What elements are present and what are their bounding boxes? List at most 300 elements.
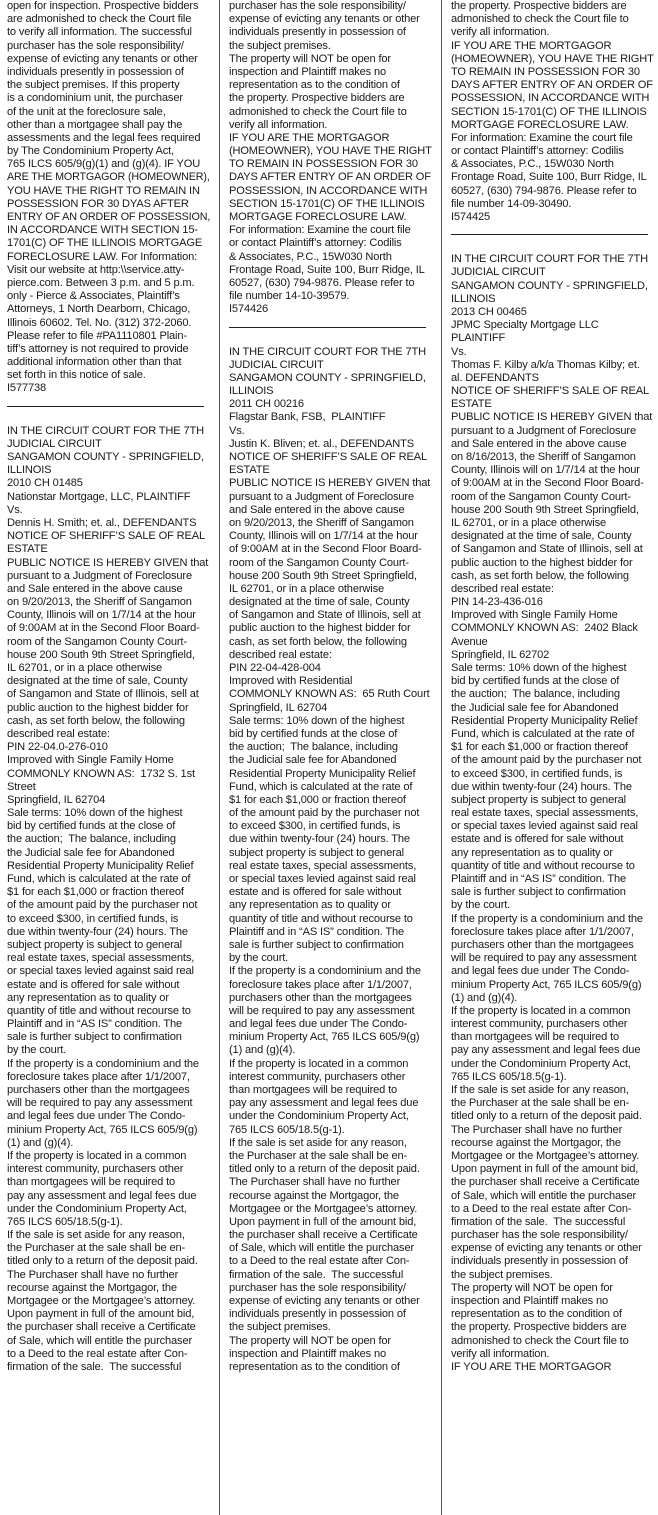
notice-line: cash, as set forth below, the following: [229, 635, 407, 648]
notice-line: subject property is subject to general: [7, 938, 182, 951]
notice-line: room of the Sangamon County Court-: [7, 635, 187, 648]
notice-line: to exceed $300, in certified funds, is: [229, 820, 401, 833]
notice-line: 765 ILCS 605/18.5(g-1).: [229, 1123, 345, 1136]
notice-line: IN THE CIRCUIT COURT FOR THE 7TH: [229, 345, 426, 358]
notice-line: PUBLIC NOTICE IS HEREBY GIVEN that: [451, 411, 653, 424]
notice-line: I577738: [7, 382, 47, 395]
notice-line: expense of evicting any tenants or other: [451, 1242, 642, 1255]
column-divider: [441, 0, 442, 1515]
column-1: [7, 0, 210, 1515]
notice-line: admonished to check the Court file to: [451, 13, 629, 26]
notice-line: If the sale is set aside for any reason,: [451, 1084, 629, 1096]
notice-line: the Judicial sale fee for Abandoned: [451, 701, 619, 714]
notice-line: Sale terms: 10% down of the highest: [229, 714, 405, 727]
notice-line: The property will NOT be open for: [451, 1281, 613, 1294]
notice-line: verify all information.: [451, 26, 550, 39]
notice-line: recourse against the Mortgagor, the: [451, 1136, 621, 1149]
notice-line: interest community, purchasers other: [229, 1070, 406, 1083]
notice-line: or special taxes levied against said real: [7, 965, 194, 978]
notice-line: Improved with Single Family Home: [7, 754, 174, 767]
notice-line: If the sale is set aside for any reason,: [229, 1136, 407, 1149]
notice-line: IF YOU ARE THE MORTGAGOR: [451, 1360, 612, 1373]
notice-line: Visit our website at http:\\service.atty-: [7, 263, 185, 276]
notice-line: Mortgagee or the Mortgagee’s attorney.: [451, 1149, 640, 1162]
notice-line: SANGAMON COUNTY - SPRINGFIELD,: [451, 279, 648, 292]
notice-line: POSSESSION, IN ACCORDANCE WITH: [451, 92, 650, 105]
notice-line: of the amount paid by the purchaser not: [7, 899, 198, 912]
notice-line: The Purchaser shall have no further: [451, 1123, 623, 1136]
notice-line: Improved with Single Family Home: [451, 609, 618, 622]
notice-line: public auction to the highest bidder for: [229, 622, 411, 635]
notice-separator: [7, 406, 204, 407]
notice-line: TO REMAIN IN POSSESSION FOR 30: [229, 158, 418, 171]
notice-line: interest community, purchasers other: [451, 1018, 628, 1031]
notice-line: are admonished to check the Court file: [7, 13, 192, 26]
notice-line: the Judicial sale fee for Abandoned: [7, 846, 175, 859]
notice-line: expense of evicting any tenants or other: [7, 52, 198, 65]
notice-line: ILLINOIS: [7, 464, 52, 477]
notice-line: on 8/16/2013, the Sheriff of Sangamon: [451, 451, 636, 463]
notice-line: IF YOU ARE THE MORTGAGOR: [451, 39, 612, 52]
notice-line: titled only to a return of the deposit paid.: [229, 1163, 420, 1176]
notice-line: Vs.: [451, 345, 467, 358]
notice-line: room of the Sangamon County Court-: [451, 490, 631, 503]
notice-line: of the unit at the foreclosure sale,: [7, 105, 166, 118]
notice-line: JPMC Specialty Mortgage LLC: [451, 319, 599, 332]
notice-line: of Sale, which will entitle the purchaser: [229, 1242, 415, 1255]
notice-line: sale is further subject to confirmation: [451, 886, 626, 899]
notice-line: ENTRY OF AN ORDER OF POSSESSION,: [7, 211, 210, 223]
notice-line: the property. Prospective bidders are: [229, 92, 405, 105]
notice-line: COMMONLY KNOWN AS: 1732 S. 1st: [7, 767, 195, 780]
notice-line: quantity of title and without recourse to: [451, 859, 635, 872]
notice-line: 2010 CH 01485: [7, 477, 83, 490]
notice-line: inspection and Plaintiff makes no: [229, 1347, 387, 1360]
notice-line: the purchaser shall receive a Certificate: [229, 1229, 418, 1242]
notice-line: 60527, (630) 794-9876. Please refer to: [229, 276, 415, 289]
notice-line: Sale terms: 10% down of the highest: [451, 662, 627, 674]
notice-line: of Sangamon and State of Illinois, sell at: [451, 543, 643, 556]
notice-line: NOTICE OF SHERIFF’S SALE OF REAL: [451, 385, 650, 398]
notice-line: Frontage Road, Suite 100, Burr Ridge, IL: [451, 171, 647, 184]
notice-line: will be required to pay any assessment: [451, 952, 637, 965]
notice-line: any representation as to quality or: [229, 899, 391, 912]
notice-line: foreclosure takes place after 1/1/2007,: [451, 925, 634, 938]
notice-line: other than a mortgagee shall pay the: [7, 118, 183, 131]
notice-line: quantity of title and without recourse to: [229, 912, 413, 925]
column-3: [451, 0, 654, 1515]
notice-line: any representation as to quality or: [7, 991, 169, 1004]
legal-notice: [451, 253, 654, 1374]
notice-line: POSSESSION, IN ACCORDANCE WITH: [229, 184, 428, 197]
notice-line: PIN 22-04.0-276-010: [7, 741, 108, 754]
notice-line: real estate taxes, special assessments,: [229, 859, 417, 872]
notice-line: Fund, which is calculated at the rate of: [229, 780, 413, 793]
notice-line: COMMONLY KNOWN AS: 65 Ruth Court: [229, 688, 430, 701]
notice-line: subject property is subject to general: [451, 793, 626, 806]
notice-line: or special taxes levied against said real: [451, 820, 638, 833]
notice-line: on 9/20/2013, the Sheriff of Sangamon: [7, 596, 192, 609]
notice-line: estate and is offered for sale without: [451, 833, 624, 846]
notice-line: the auction; The balance, including: [7, 833, 176, 846]
notice-line: is a condominium unit, the purchaser: [7, 92, 183, 105]
notice-line: IL 62701, or in a place otherwise: [229, 582, 384, 595]
notice-line: of 9:00AM at in the Second Floor Board-: [229, 543, 422, 556]
notice-line: 1701(C) OF THE ILLINOIS MORTGAGE: [7, 237, 203, 250]
notice-line: Residential Property Municipality Relief: [7, 859, 194, 872]
notice-line: POSSESSION FOR 30 DYAS AFTER: [7, 197, 189, 210]
notice-line: under the Condominium Property Act,: [7, 1202, 187, 1215]
notice-line: and legal fees due under The Condo-: [7, 1110, 186, 1123]
notice-line: IF YOU ARE THE MORTGAGOR: [229, 131, 390, 144]
notice-line: The Purchaser shall have no further: [7, 1268, 179, 1281]
notice-line: The Purchaser shall have no further: [229, 1176, 401, 1189]
notice-line: assessments and the legal fees required: [7, 131, 201, 144]
notice-line: the Purchaser at the sale shall be en-: [7, 1242, 186, 1255]
notice-line: YOU HAVE THE RIGHT TO REMAIN IN: [7, 184, 200, 197]
notice-line: IN THE CIRCUIT COURT FOR THE 7TH: [451, 253, 648, 266]
notice-line: pay any assessment and legal fees due: [451, 1044, 641, 1057]
notice-line: recourse against the Mortgagor, the: [229, 1189, 399, 1202]
notice-line: If the property is located in a common: [229, 1057, 409, 1070]
notice-line: foreclosure takes place after 1/1/2007,: [7, 1070, 190, 1083]
notice-line: (HOMEOWNER), YOU HAVE THE RIGHT: [451, 52, 654, 65]
notice-line: Avenue: [451, 635, 488, 648]
notice-separator: [451, 234, 648, 235]
notice-line: to a Deed to the real estate after Con-: [451, 1202, 632, 1215]
notice-line: Nationstar Mortgage, LLC, PLAINTIFF: [7, 490, 191, 503]
notice-line: Plaintiff and in “AS IS” condition. The: [451, 873, 627, 885]
notice-line: purchaser has the sole responsibility/: [7, 39, 184, 52]
notice-line: $1 for each $1,000 or fraction thereof: [451, 741, 628, 754]
notice-line: sale is further subject to confirmation: [229, 938, 404, 951]
legal-notice: [451, 0, 654, 224]
notice-line: of the amount paid by the purchaser not: [451, 754, 642, 767]
notice-line: described real estate:: [229, 648, 332, 661]
notice-line: due within twenty-four (24) hours. The: [7, 925, 188, 938]
notice-line: of Sale, which will entitle the purchaser: [451, 1189, 637, 1202]
notice-line: Springfield, IL 62704: [7, 793, 106, 806]
notice-line: (1) and (g)(4).: [7, 1136, 74, 1149]
notice-line: and Sale entered in the above cause: [229, 503, 405, 516]
notice-line: DAYS AFTER ENTRY OF AN ORDER OF: [229, 171, 431, 184]
notice-line: pierce.com. Between 3 p.m. and 5 p.m.: [7, 276, 195, 289]
notice-line: al. DEFENDANTS: [451, 371, 539, 384]
notice-line: Vs.: [229, 424, 245, 437]
notice-line: If the sale is set aside for any reason,: [7, 1229, 185, 1242]
notice-line: or special taxes levied against said real: [229, 873, 416, 885]
legal-notice: [229, 0, 432, 317]
notice-line: room of the Sangamon County Court-: [229, 556, 409, 569]
notice-line: the auction; The balance, including: [451, 688, 620, 701]
notice-line: PIN 22-04-428-004: [229, 662, 321, 674]
notice-line: bid by certified funds at the close of: [229, 727, 398, 740]
notice-line: the purchaser shall receive a Certificate: [7, 1321, 196, 1334]
legal-notice: [7, 425, 210, 1375]
notice-line: IL 62701, or in a place otherwise: [451, 516, 606, 529]
notice-line: purchasers other than the mortgagees: [7, 1084, 190, 1096]
notice-line: I574425: [451, 211, 491, 223]
notice-line: on 9/20/2013, the Sheriff of Sangamon: [229, 516, 414, 529]
notice-line: Residential Property Municipality Relief: [229, 767, 416, 780]
notice-line: Springfield, IL 62702: [451, 648, 550, 661]
notice-line: pursuant to a Judgment of Foreclosure: [451, 424, 636, 437]
notice-line: Thomas F. Kilby a/k/a Thomas Kilby; et.: [451, 358, 640, 371]
notice-separator: [229, 327, 426, 328]
notice-line: minium Property Act, 765 ILCS 605/9(g): [7, 1123, 198, 1136]
notice-line: pay any assessment and legal fees due: [229, 1097, 419, 1110]
notice-line: Springfield, IL 62704: [229, 701, 328, 714]
notice-line: inspection and Plaintiff makes no: [229, 65, 387, 78]
notice-line: will be required to pay any assessment: [229, 1004, 415, 1017]
notice-line: expense of evicting any tenants or other: [229, 13, 420, 26]
notice-line: pursuant to a Judgment of Foreclosure: [7, 569, 192, 582]
notice-line: designated at the time of sale, County: [229, 596, 410, 609]
notice-line: the Purchaser at the sale shall be en-: [229, 1149, 408, 1162]
notice-line: by the court.: [451, 899, 511, 912]
notice-line: IN ACCORDANCE WITH SECTION 15-: [7, 224, 198, 237]
notice-line: of the amount paid by the purchaser not: [229, 807, 420, 820]
notice-line: interest community, purchasers other: [7, 1163, 184, 1176]
notice-line: JUDICIAL CIRCUIT: [229, 358, 324, 371]
notice-line: the subject premises. If this property: [7, 79, 180, 92]
notice-line: and Sale entered in the above cause: [7, 582, 183, 595]
notice-line: firmation of the sale. The successful: [229, 1268, 404, 1281]
notice-line: tiff’s attorney is not required to provide: [7, 342, 189, 355]
notice-line: firmation of the sale. The successful: [451, 1215, 626, 1228]
notice-line: (1) and (g)(4).: [229, 1044, 296, 1057]
notice-line: bid by certified funds at the close of: [451, 675, 620, 688]
notice-line: NOTICE OF SHERIFF’S SALE OF REAL: [229, 451, 428, 463]
legal-notice: [7, 0, 210, 396]
notice-line: the property. Prospective bidders are: [451, 0, 627, 12]
notice-line: the subject premises.: [229, 1321, 331, 1334]
notice-line: verify all information.: [229, 118, 328, 131]
notice-line: Plaintiff and in “AS IS” condition. The: [229, 925, 405, 938]
notice-line: ILLINOIS: [229, 385, 274, 398]
notice-line: PUBLIC NOTICE IS HEREBY GIVEN that: [229, 477, 431, 490]
notice-line: the Purchaser at the sale shall be en-: [451, 1097, 630, 1110]
notice-line: Frontage Road, Suite 100, Burr Ridge, IL: [229, 263, 425, 276]
notice-line: estate and is offered for sale without: [229, 886, 402, 899]
notice-line: purchaser has the sole responsibility/: [229, 1281, 406, 1294]
notice-line: the subject premises.: [229, 39, 331, 52]
notice-line: pursuant to a Judgment of Foreclosure: [229, 490, 414, 503]
notice-line: the purchaser shall receive a Certificate: [451, 1176, 640, 1189]
notice-line: by The Condominium Property Act,: [7, 145, 175, 158]
notice-line: Upon payment in full of the amount bid,: [229, 1215, 417, 1228]
notice-line: FORECLOSURE LAW. For Information:: [7, 250, 198, 263]
notice-line: expense of evicting any tenants or other: [229, 1295, 420, 1307]
notice-line: cash, as set forth below, the following: [451, 569, 629, 582]
notice-line: Attorneys, 1 North Dearborn, Chicago,: [7, 303, 191, 316]
notice-line: Improved with Residential: [229, 675, 353, 688]
notice-line: Flagstar Bank, FSB, PLAINTIFF: [229, 411, 386, 424]
notice-line: Upon payment in full of the amount bid,: [7, 1308, 195, 1321]
notice-line: ILLINOIS: [451, 292, 496, 305]
notice-line: than mortgagees will be required to: [229, 1084, 398, 1096]
notice-line: If the property is a condominium and the: [229, 965, 421, 978]
notice-line: 765 ILCS 605/18.5(g-1).: [7, 1215, 123, 1228]
notice-line: I574426: [229, 303, 269, 316]
notice-line: COMMONLY KNOWN AS: 2402 Black: [451, 622, 638, 635]
notice-line: representation as to the condition of: [451, 1308, 622, 1321]
notice-line: MORTGAGE FORECLOSURE LAW.: [229, 211, 407, 223]
notice-line: Fund, which is calculated at the rate of: [7, 873, 191, 885]
notice-line: individuals presently in possession of: [451, 1255, 628, 1268]
notice-line: Fund, which is calculated at the rate of: [451, 727, 635, 740]
notice-line: Justin K. Bliven; et. al., DEFENDANTS: [229, 437, 414, 450]
notice-line: due within twenty-four (24) hours. The: [229, 833, 410, 846]
notice-line: will be required to pay any assessment: [7, 1097, 193, 1110]
notice-line: under the Condominium Property Act,: [229, 1110, 409, 1123]
notice-line: house 200 South 9th Street Springfield,: [451, 503, 639, 516]
notice-line: (1) and (g)(4).: [451, 991, 518, 1004]
notice-line: ESTATE: [7, 543, 48, 556]
notice-line: only - Pierce & Associates, Plaintiff’s: [7, 290, 180, 303]
notice-line: Illinois 60602. Tel. No. (312) 372-2060.: [7, 316, 192, 329]
notice-line: JUDICIAL CIRCUIT: [451, 266, 546, 279]
notice-line: to a Deed to the real estate after Con-: [229, 1255, 410, 1268]
notice-line: & Associates, P.C., 15W030 North: [229, 250, 392, 263]
notice-line: titled only to a return of the deposit paid.: [7, 1255, 198, 1268]
notice-line: than mortgagees will be required to: [7, 1176, 176, 1189]
notice-line: and Sale entered in the above cause: [451, 437, 627, 450]
notice-line: The property will NOT be open for: [229, 52, 391, 65]
notice-line: Please refer to file #PA1110801 Plain-: [7, 329, 187, 342]
notice-line: purchaser has the sole responsibility/: [451, 1229, 628, 1242]
notice-line: house 200 South 9th Street Springfield,: [229, 569, 417, 582]
notice-line: IN THE CIRCUIT COURT FOR THE 7TH: [7, 424, 204, 437]
notice-line: firmation of the sale. The successful: [7, 1360, 182, 1373]
notice-line: If the property is a condominium and the: [7, 1057, 199, 1070]
notice-line: purchaser has the sole responsibility/: [229, 0, 406, 12]
notice-line: MORTGAGE FORECLOSURE LAW.: [451, 118, 629, 131]
notice-line: open for inspection. Prospective bidders: [7, 0, 199, 12]
notice-line: 765 ILCS 605/9(g)(1) and (g)(4). IF YOU: [7, 158, 201, 171]
notice-line: to exceed $300, in certified funds, is: [7, 912, 179, 925]
notice-line: ESTATE: [451, 398, 492, 411]
notice-line: by the court.: [229, 952, 289, 965]
notice-line: County, Illinois will on 1/7/14 at the hour: [229, 530, 418, 543]
notice-line: IL 62701, or in a place otherwise: [7, 662, 162, 674]
notice-line: If the property is located in a common: [451, 1004, 631, 1017]
notice-line: & Associates, P.C., 15W030 North: [451, 158, 614, 171]
notice-line: described real estate:: [451, 582, 554, 595]
notice-line: any representation as to quality or: [451, 846, 613, 859]
notice-line: the property. Prospective bidders are: [451, 1321, 627, 1334]
notice-line: individuals presently in possession of: [7, 65, 184, 78]
notice-line: $1 for each $1,000 or fraction thereof: [229, 793, 406, 806]
notice-line: due within twenty-four (24) hours. The: [451, 780, 632, 793]
notice-line: The property will NOT be open for: [229, 1334, 391, 1347]
notice-line: If the property is located in a common: [7, 1149, 187, 1162]
notice-line: of Sangamon and State of Illinois, sell at: [7, 688, 199, 701]
notice-line: or contact Plaintiff’s attorney: Codilis: [229, 237, 402, 250]
notice-line: of Sangamon and State of Illinois, sell at: [229, 609, 421, 622]
notice-line: real estate taxes, special assessments,: [7, 952, 195, 965]
notice-line: 2011 CH 00216: [229, 398, 304, 411]
notice-line: JUDICIAL CIRCUIT: [7, 437, 102, 450]
notice-line: SECTION 15-1701(C) OF THE ILLINOIS: [229, 197, 425, 210]
notice-line: representation as to the condition of: [229, 1360, 400, 1373]
notice-line: admonished to check the Court file to: [229, 105, 407, 118]
notice-line: described real estate:: [7, 727, 110, 740]
notice-line: Mortgagee or the Mortgagee’s attorney.: [7, 1295, 196, 1307]
notice-line: TO REMAIN IN POSSESSION FOR 30: [451, 65, 640, 78]
notice-line: to a Deed to the real estate after Con-: [7, 1347, 188, 1360]
notice-line: under the Condominium Property Act,: [451, 1057, 631, 1070]
notice-line: and legal fees due under The Condo-: [229, 1018, 408, 1031]
notice-line: the auction; The balance, including: [229, 741, 398, 754]
notice-line: recourse against the Mortgagor, the: [7, 1281, 177, 1294]
notice-line: ARE THE MORTGAGOR (HOMEOWNER),: [7, 171, 210, 184]
notice-line: individuals presently in possession of: [229, 26, 406, 39]
notice-line: public auction to the highest bidder for: [7, 701, 189, 714]
notice-line: of 9:00AM at in the Second Floor Board-: [451, 477, 644, 490]
notice-line: SANGAMON COUNTY - SPRINGFIELD,: [7, 451, 204, 463]
column-2: [229, 0, 432, 1515]
notice-line: foreclosure takes place after 1/1/2007,: [229, 978, 412, 991]
notice-line: than mortgagees will be required to: [451, 1031, 620, 1044]
notice-line: $1 for each $1,000 or fraction thereof: [7, 886, 184, 899]
notice-line: Mortgagee or the Mortgagee’s attorney.: [229, 1202, 418, 1215]
legal-notice: [229, 346, 432, 1375]
notice-line: 765 ILCS 605/18.5(g-1).: [451, 1070, 567, 1083]
notice-line: Street: [7, 780, 36, 793]
notice-line: titled only to a return of the deposit paid.: [451, 1110, 642, 1123]
notice-line: Dennis H. Smith; et. al., DEFENDANTS: [7, 516, 197, 529]
notice-line: verify all information.: [451, 1347, 550, 1360]
notice-line: pay any assessment and legal fees due: [7, 1189, 197, 1202]
notice-line: estate and is offered for sale without: [7, 978, 180, 991]
notice-line: bid by certified funds at the close of: [7, 820, 176, 833]
notice-line: Upon payment in full of the amount bid,: [451, 1163, 639, 1176]
notice-line: Sale terms: 10% down of the highest: [7, 807, 183, 820]
notice-line: the subject premises.: [451, 1268, 553, 1281]
notice-line: individuals presently in possession of: [229, 1308, 406, 1321]
notice-line: minium Property Act, 765 ILCS 605/9(g): [451, 978, 642, 991]
notice-line: SANGAMON COUNTY - SPRINGFIELD,: [229, 371, 426, 384]
notice-line: additional information other than that: [7, 356, 182, 369]
notice-line: to verify all information. The successful: [7, 26, 192, 39]
notice-line: of 9:00AM at in the Second Floor Board-: [7, 622, 200, 635]
notice-line: public auction to the highest bidder for: [451, 556, 633, 569]
notice-line: Residential Property Municipality Relief: [451, 714, 638, 727]
notice-line: file number 14-10-39579.: [229, 290, 350, 303]
notice-line: sale is further subject to confirmation: [7, 1031, 182, 1044]
notice-line: PLAINTIFF: [451, 332, 506, 345]
notice-line: the Judicial sale fee for Abandoned: [229, 754, 397, 767]
notice-line: DAYS AFTER ENTRY OF AN ORDER OF: [451, 79, 653, 92]
notice-line: County, Illinois will on 1/7/14 at the hour: [7, 609, 196, 622]
notice-line: Plaintiff and in “AS IS” condition. The: [7, 1018, 183, 1031]
column-divider: [219, 0, 220, 1515]
notice-line: to exceed $300, in certified funds, is: [451, 767, 623, 780]
notice-line: (HOMEOWNER), YOU HAVE THE RIGHT: [229, 145, 432, 158]
notice-line: 60527, (630) 794-9876. Please refer to: [451, 184, 637, 197]
notice-line: representation as to the condition of: [229, 79, 400, 92]
notice-line: set forth in this notice of sale.: [7, 369, 146, 382]
notice-line: or contact Plaintiff’s attorney: Codilis: [451, 145, 624, 158]
notice-line: County, Illinois will on 1/7/14 at the hour: [451, 464, 640, 477]
notice-line: of Sale, which will entitle the purchaser: [7, 1334, 193, 1347]
notice-line: quantity of title and without recourse to: [7, 1004, 191, 1017]
notice-line: designated at the time of sale, County: [451, 530, 632, 543]
notice-line: ESTATE: [229, 464, 270, 477]
notice-line: minium Property Act, 765 ILCS 605/9(g): [229, 1031, 420, 1044]
notice-line: purchasers other than the mortgagees: [229, 991, 412, 1004]
